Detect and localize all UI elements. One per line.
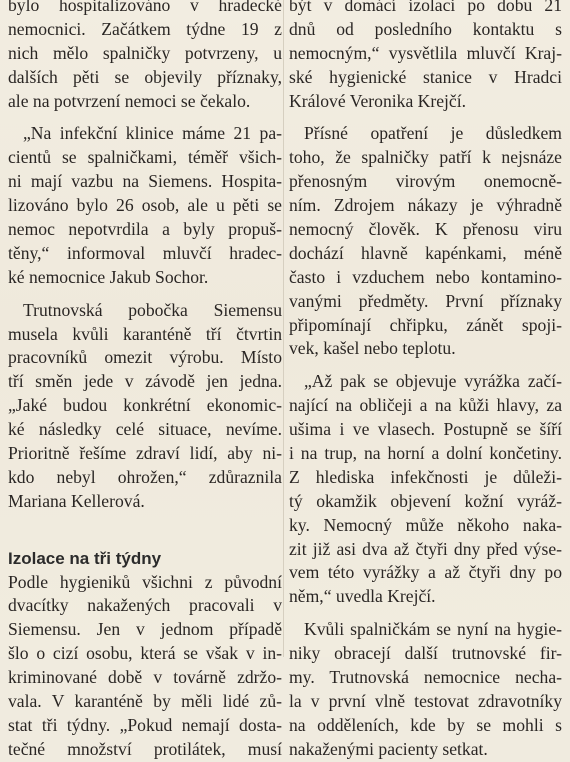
text-line: Siemensu. Jen v jednom případě xyxy=(8,619,282,640)
section-gap xyxy=(8,523,282,547)
text-line: vanými předměty. První příznaky xyxy=(289,290,562,311)
text-line: kriminované době v továrně zdržo- xyxy=(8,667,282,688)
text-line: nající na obličeji a na kůži hlavy, za xyxy=(289,395,562,416)
text-line: nemocným,“ vysvětlila mluvčí Kraj- xyxy=(289,42,562,63)
text-line: zit již asi dva až čtyři dny před výse- xyxy=(289,538,562,559)
paragraph-gap xyxy=(8,514,282,523)
text-line: být v domácí izolaci po dobu 21 xyxy=(289,0,562,15)
text-line: něm,“ uvedla Krejčí. xyxy=(289,586,436,607)
paragraph xyxy=(289,618,562,761)
text-line: ské hygienické stanice v Hradci xyxy=(289,66,562,87)
text-line: tý okamžik objevení kožní vyráž- xyxy=(289,490,562,511)
paragraph xyxy=(289,122,562,361)
text-line: nemoc nepotvrdila a byly propuš- xyxy=(8,219,282,240)
paragraph xyxy=(8,0,282,113)
text-line: přenosným virovým onemocně- xyxy=(289,171,562,192)
text-line: Prioritně řešíme zdraví lidí, aby ni- xyxy=(8,443,282,464)
text-line: dnů od posledního kontaktu s xyxy=(289,18,562,39)
paragraph-gap xyxy=(289,609,562,618)
text-line: často i vzduchem nebo kontamino- xyxy=(289,266,562,287)
text-line: i na trup, na horní a dolní končetiny. xyxy=(289,443,562,464)
text-line: „Až pak se objevuje vyrážka začí- xyxy=(304,371,562,392)
text-line: vek, kašel nebo teplotu. xyxy=(289,338,456,359)
text-line: lizováno bylo 26 osob, ale u pěti se xyxy=(8,195,282,216)
text-line: ni mají vazbu na Siemens. Hospita- xyxy=(8,171,282,192)
paragraph xyxy=(8,122,282,289)
text-line: musela kvůli karanténě tří čtvrtin xyxy=(8,323,282,344)
text-line: nemocný člověk. K přenosu viru xyxy=(289,219,562,240)
text-line: ky. Nemocný může někoho naka- xyxy=(289,514,562,535)
text-line: „Jaké budou konkrétní ekonomic- xyxy=(8,395,282,416)
text-line: vem této vyrážky a až čtyři dny po xyxy=(289,562,562,583)
paragraph-gap xyxy=(8,113,282,122)
text-line: ké nemocnice Jakub Sochor. xyxy=(8,266,209,287)
text-line: Trutnovská pobočka Siemensu xyxy=(23,299,282,320)
paragraph-gap xyxy=(289,361,562,370)
column-divider xyxy=(283,0,284,657)
text-line: stat tři týdny. „Pokud nemají dosta- xyxy=(8,714,282,735)
text-line: Z hlediska infekčnosti je důleži- xyxy=(289,466,562,487)
text-line: Králové Veronika Krejčí. xyxy=(289,90,467,111)
paragraph-gap xyxy=(8,290,282,299)
right-column xyxy=(289,0,562,762)
text-line: pracovníků omezit výrobu. Místo xyxy=(8,347,282,368)
text-line: ale na potvrzení nemoci se čekalo. xyxy=(8,90,251,111)
text-line: ušima i ve vlasech. Postupně se šíří xyxy=(289,419,562,440)
text-line: toho, že spalničky patří k nejsnáze xyxy=(289,147,562,168)
paragraph xyxy=(289,0,562,113)
text-line: šlo o cizí osobu, která se však v in- xyxy=(8,643,282,664)
paragraph xyxy=(289,370,562,609)
text-line: „Na infekční klinice máme 21 pa- xyxy=(23,123,282,144)
text-line: dvacítky nakažených pracovali v xyxy=(8,595,282,616)
text-line: tří směn jede v závodě jen jedna. xyxy=(8,371,282,392)
text-line: ké následky celé situace, nevíme. xyxy=(8,419,282,440)
paragraph-gap xyxy=(289,113,562,122)
paragraph-after-heading xyxy=(8,571,282,762)
text-line: ním. Zdrojem nákazy je výhradně xyxy=(289,195,562,216)
text-line: la v první vlně testovat zdravotníky xyxy=(289,690,562,711)
text-line: těny,“ informoval mluvčí hradec- xyxy=(8,242,282,263)
text-line: cientů se spalničkami, téměř všich- xyxy=(8,147,282,168)
text-line: dochází hlavně kapénkami, méně xyxy=(289,242,562,263)
text-line: bylo hospitalizováno v hradecké xyxy=(8,0,282,15)
text-line: niky obracejí další trutnovské fir- xyxy=(289,643,562,664)
text-line: na odděleních, kde by se mohli s xyxy=(289,714,562,735)
text-line: vala. V karanténě by měli lidé zů- xyxy=(8,691,282,712)
text-line: kdo nebyl ohrožen,“ zdůraznila xyxy=(8,466,282,487)
text-line: Mariana Kellerová. xyxy=(8,490,145,511)
text-line: nich mělo spalničky potvrzeny, u xyxy=(8,42,282,63)
text-line: nakaženými pacienty setkat. xyxy=(289,738,488,759)
left-column xyxy=(8,0,282,762)
text-line: my. Trutnovská nemocnice necha- xyxy=(289,667,562,688)
section-heading: Izolace na tři týdny xyxy=(8,548,162,568)
text-line: připomínají chřipku, zánět spoji- xyxy=(289,314,562,335)
paragraph xyxy=(8,299,282,514)
text-line: tečné množství protilátek, musí xyxy=(8,738,282,759)
text-line: Přísné opatření je důsledkem xyxy=(304,123,562,144)
text-line: nemocnici. Začátkem týdne 19 z xyxy=(8,18,282,39)
text-line: Podle hygieniků všichni z původní xyxy=(8,571,282,592)
text-line: Kvůli spalničkám se nyní na hygie- xyxy=(304,619,562,640)
text-line: dalších pěti se objevily příznaky, xyxy=(8,66,282,87)
